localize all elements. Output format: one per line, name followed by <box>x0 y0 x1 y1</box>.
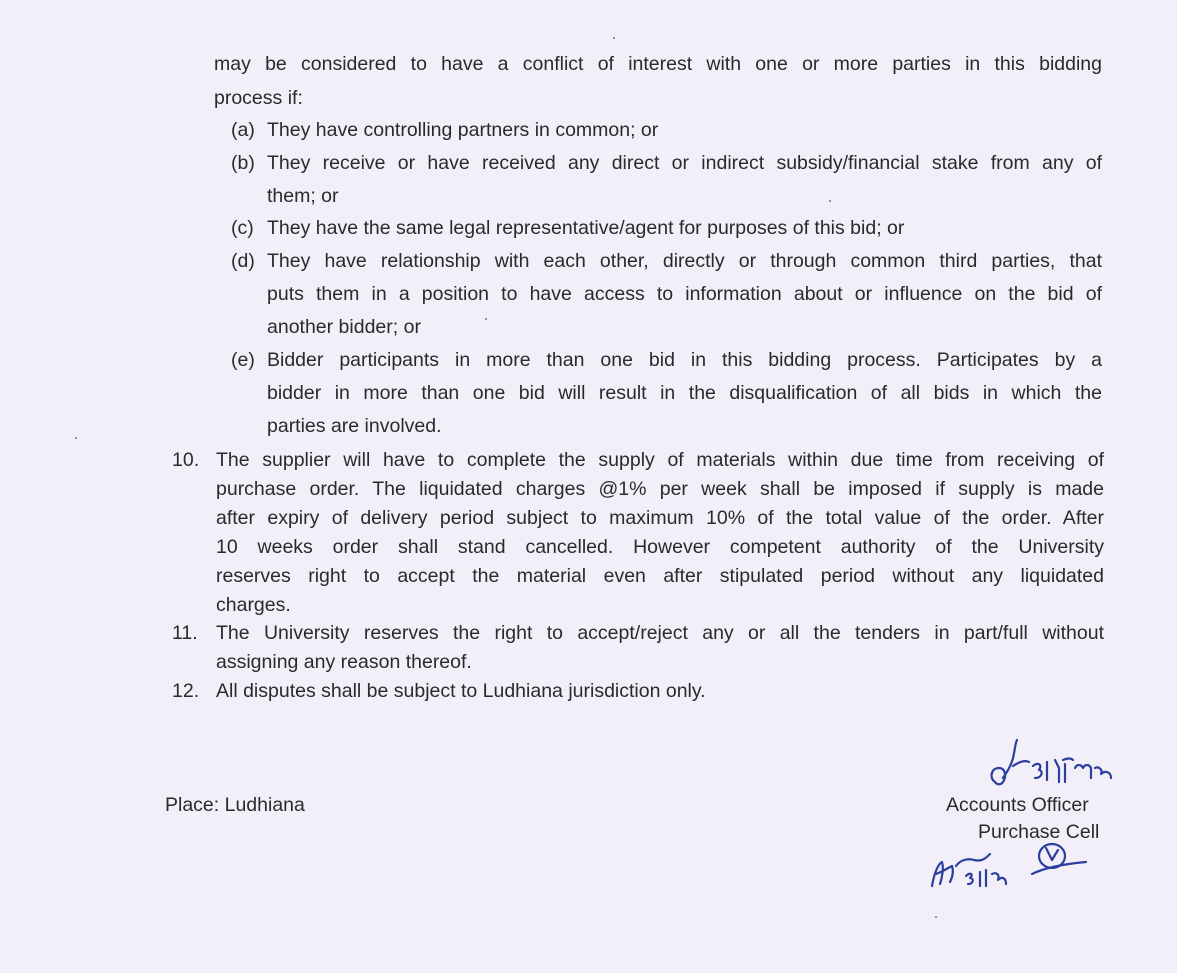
paper-speck <box>485 318 487 320</box>
paper-speck <box>613 37 615 39</box>
subitem-b-line-2: them; or <box>267 185 339 207</box>
paper-speck <box>75 437 77 439</box>
clause-10-line-3: after expiry of delivery period subject to maximum 10% of the total value of the order. After <box>216 507 1104 529</box>
subitem-d-line-1: They have relationship with each other, directly or through common third parties, that <box>267 250 1102 272</box>
subitem-c-line-1: They have the same legal representative/agent for purposes of this bid; or <box>267 217 905 239</box>
signatory-department: Purchase Cell <box>978 821 1100 843</box>
place-label: Place: Ludhiana <box>165 794 305 816</box>
subitem-marker-b: (b) <box>231 152 255 174</box>
clause-10-line-4: 10 weeks order shall stand cancelled. However competent authority of the University <box>216 536 1104 558</box>
signature-initials <box>926 838 1091 898</box>
paper-speck <box>935 916 937 918</box>
subitem-d-line-3: another bidder; or <box>267 316 421 338</box>
subitem-d-line-2: puts them in a position to have access to information about or influence on the bid of <box>267 283 1102 305</box>
subitem-a-line-1: They have controlling partners in common; or <box>267 119 659 141</box>
intro-line-2: process if: <box>214 87 303 109</box>
signatory-designation: Accounts Officer <box>946 794 1089 816</box>
clause-number-11: 11. <box>172 622 198 644</box>
clause-10-line-6: charges. <box>216 594 291 616</box>
paper-speck <box>829 200 831 202</box>
subitem-b-line-1: They receive or have received any direct or indirect subsidy/financial stake from any of <box>267 152 1102 174</box>
subitem-e-line-2: bidder in more than one bid will result in the disqualification of all bids in which the <box>267 382 1102 404</box>
clause-10-line-2: purchase order. The liquidated charges @1% per week shall be imposed if supply is made <box>216 478 1104 500</box>
subitem-e-line-3: parties are involved. <box>267 415 442 437</box>
subitem-marker-e: (e) <box>231 349 255 371</box>
intro-line-1: may be considered to have a conflict of interest with one or more parties in this bidding <box>214 53 1102 75</box>
clause-number-12: 12. <box>172 680 200 702</box>
clause-10-line-5: reserves right to accept the material even after stipulated period without any liquidated <box>216 565 1104 587</box>
clause-12-line-1: All disputes shall be subject to Ludhiana jurisdiction only. <box>216 680 706 702</box>
clause-10-line-1: The supplier will have to complete the supply of materials within due time from receiving of <box>216 449 1104 471</box>
subitem-marker-c: (c) <box>231 217 254 239</box>
subitem-e-line-1: Bidder participants in more than one bid in this bidding process. Participates by a <box>267 349 1102 371</box>
clause-number-10: 10. <box>172 449 200 471</box>
clause-11-line-1: The University reserves the right to accept/reject any or all the tenders in part/full without <box>216 622 1104 644</box>
subitem-marker-a: (a) <box>231 119 255 141</box>
clause-11-line-2: assigning any reason thereof. <box>216 651 472 673</box>
signature-accounts-officer <box>985 738 1115 798</box>
subitem-marker-d: (d) <box>231 250 255 272</box>
